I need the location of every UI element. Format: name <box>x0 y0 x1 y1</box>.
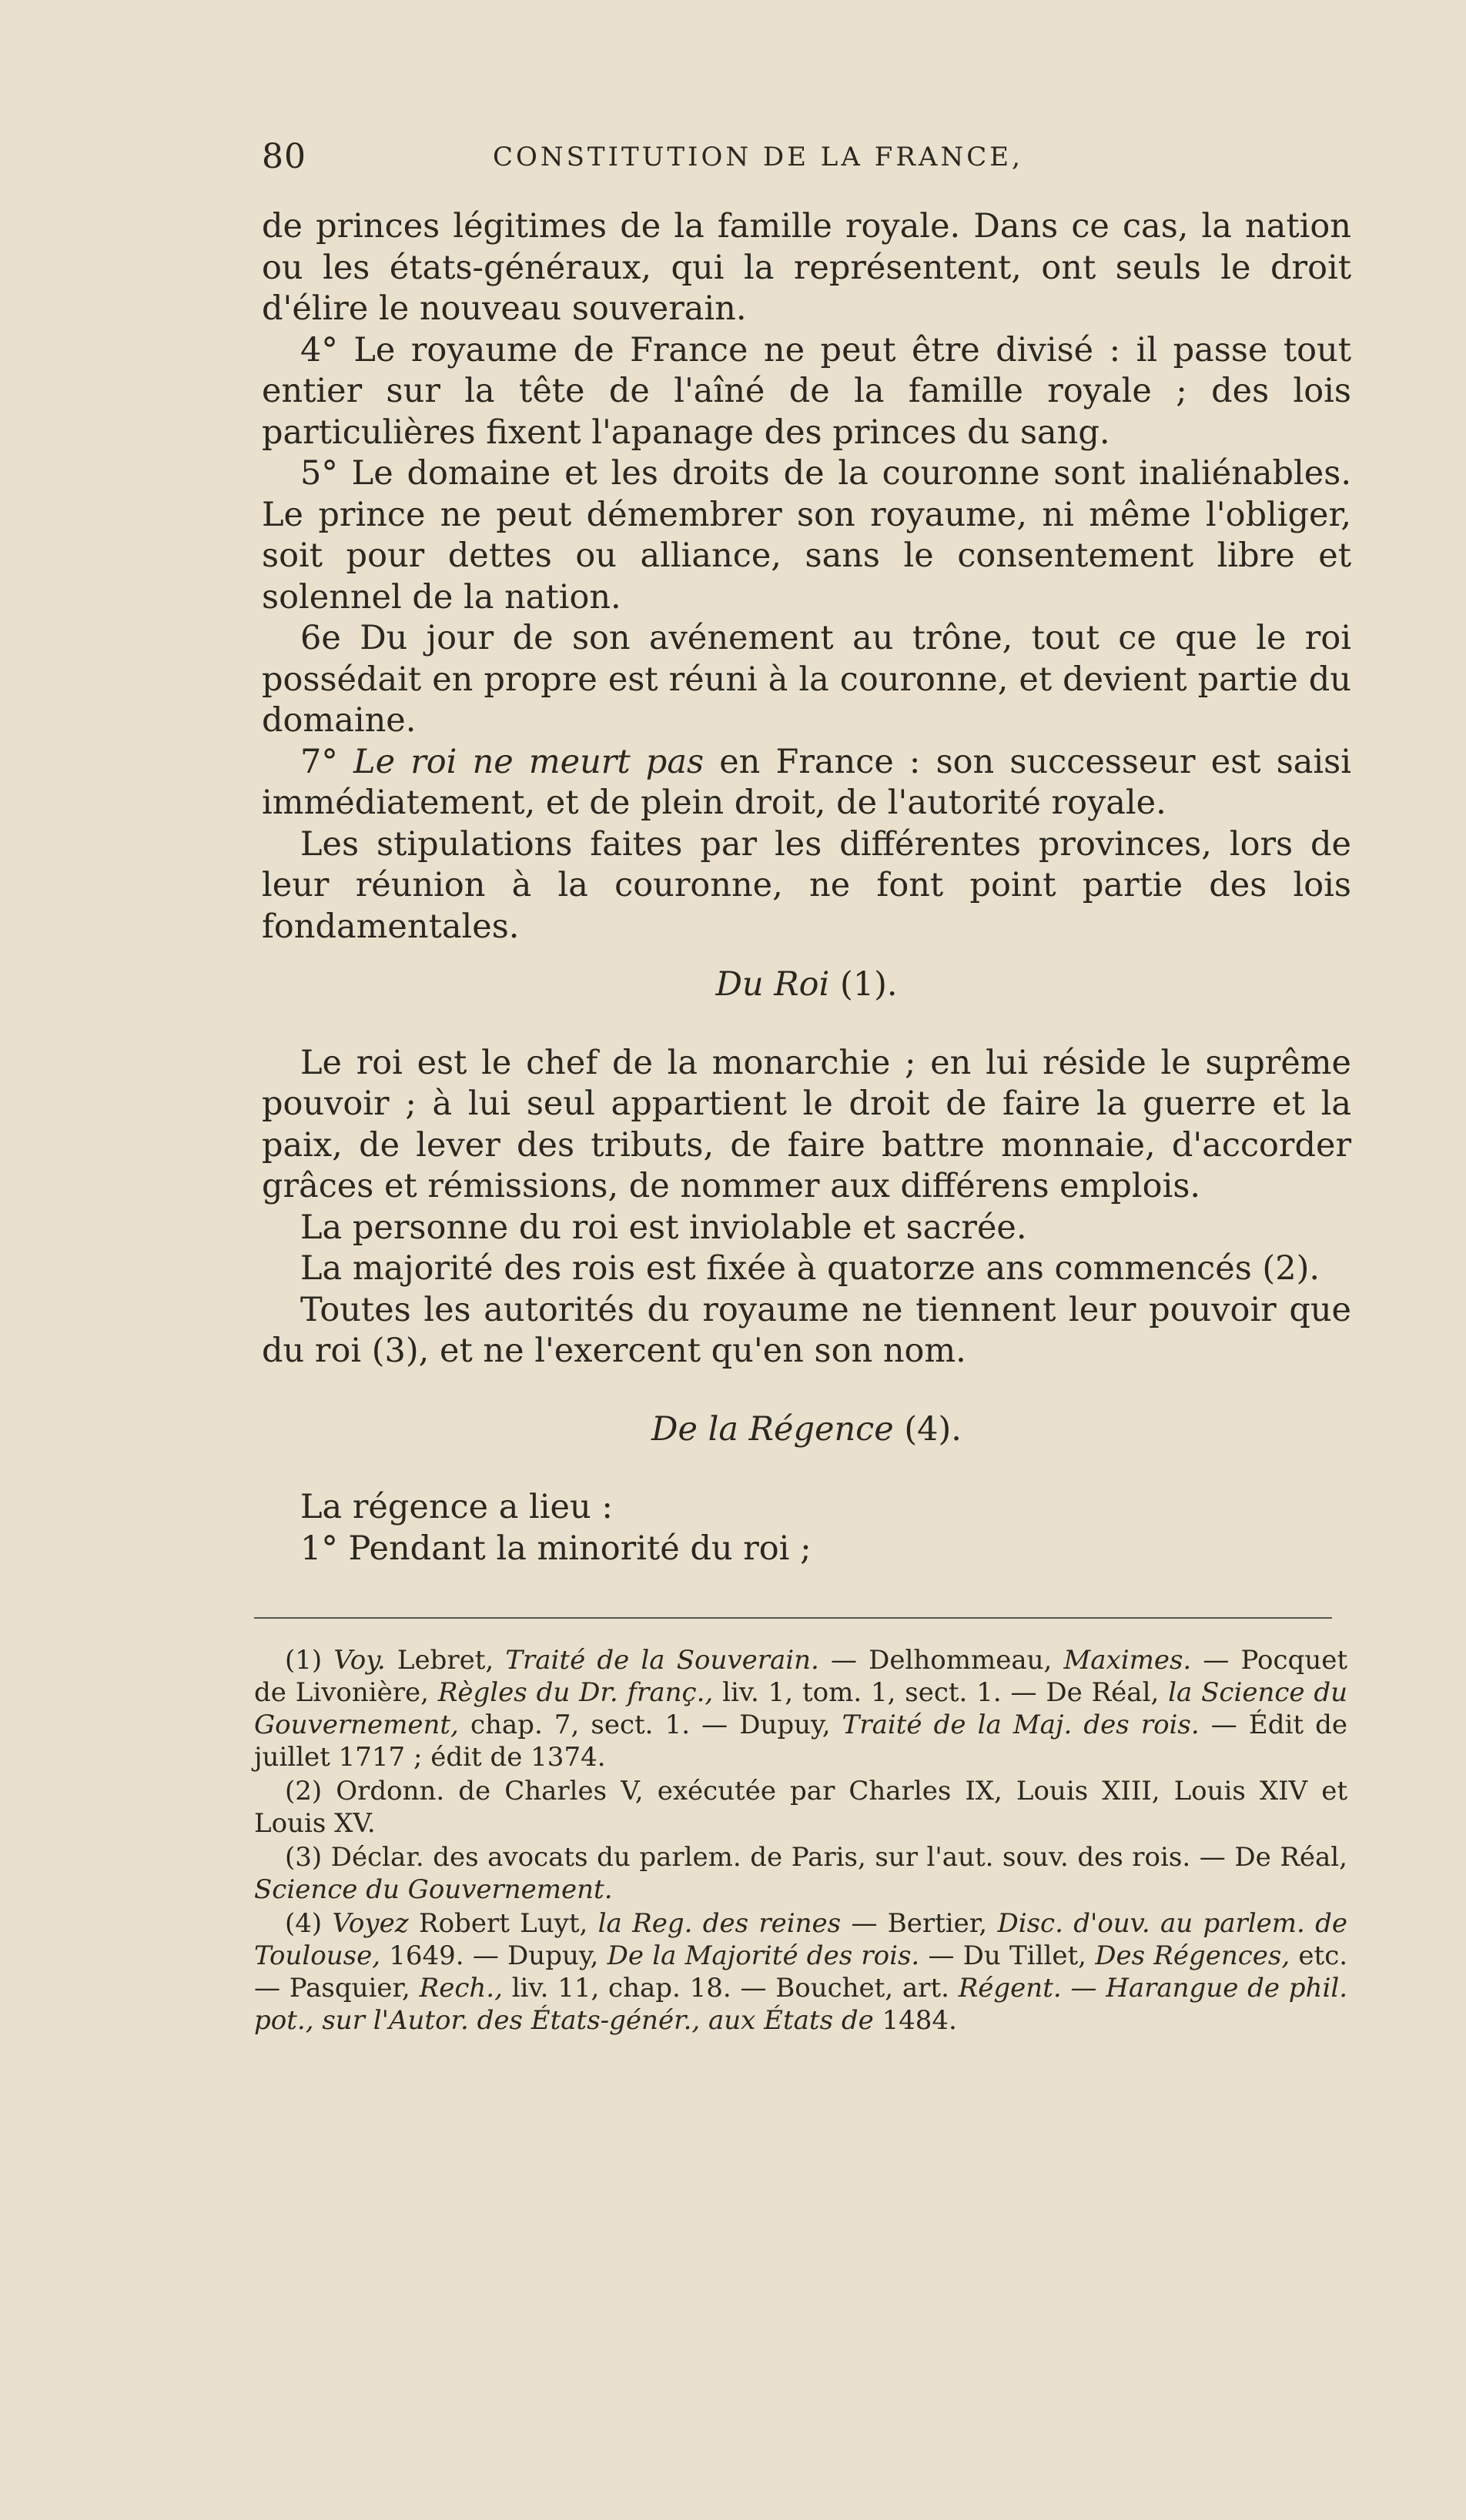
main-text <box>262 206 1351 1569</box>
paragraph: Les stipulations faites par les différentes provinces, lors de leur réunion à la couronne, ne font point partie des lois fondamentales. <box>262 824 1351 946</box>
section-heading-roi <box>262 964 1351 1006</box>
footnote-text: Régent. — Harangue de phil. pot., sur l'Autor. des États-génér., aux États de <box>254 1973 1348 2036</box>
footnote-text: De la Majorité des rois. <box>607 1940 920 1971</box>
footnote-marker: (4) <box>285 1908 323 1939</box>
footnote-marker: (1) <box>285 1645 323 1676</box>
footnote-3 <box>254 1841 1347 1906</box>
footnote-text: 1484. <box>882 2005 957 2036</box>
footnote-text: — Édit de juillet 1717 ; édit de 1374. <box>254 1710 1348 1773</box>
page-number: 80 <box>262 137 306 176</box>
footnote-text: Robert Luyt, <box>418 1908 588 1939</box>
footnote-text: Règles du Dr. franç., <box>437 1677 714 1708</box>
footnote-text: Rech., <box>419 1973 503 2004</box>
footnote-text: liv. 1, tom. 1, sect. 1. — De Réal, <box>722 1677 1160 1708</box>
footnotes <box>254 1644 1347 2037</box>
footnote-text: Maximes. <box>1063 1645 1192 1676</box>
footnote-text: liv. 11, chap. 18. — Bouchet, art. <box>511 1973 949 2004</box>
footnote-text: — Delhommeau, <box>830 1645 1053 1676</box>
footnote-ref: (4). <box>904 1409 962 1449</box>
paragraph: La régence a lieu : <box>300 1488 613 1526</box>
italic-phrase: Le roi ne meurt pas <box>353 742 705 781</box>
footnote-text: etc. — Pasquier, <box>254 1940 1348 2004</box>
paragraph: 6e Du jour de son avénement au trône, tout ce que le roi possédait en propre est réuni à la couronne, et devient partie du domaine. <box>262 619 1351 740</box>
footnote-text: Voyez <box>332 1908 409 1939</box>
footnote-text: chap. 7, sect. 1. — Dupuy, <box>470 1710 831 1740</box>
footnote-text: la Science du Gouvernement, <box>254 1677 1348 1740</box>
footnote-text: — Bertier, <box>851 1908 988 1939</box>
paragraph: 4° Le royaume de France ne peut être divisé : il passe tout entier sur la tête de l'aîné de la famille royale ; des lois particulières fixent l'apanage des princes du sang. <box>262 330 1351 452</box>
footnote-1 <box>254 1644 1347 1773</box>
paragraph: 1° Pendant la minorité du roi ; <box>300 1529 812 1568</box>
footnote-text: Lebret, <box>397 1645 494 1676</box>
item-number: 7° <box>300 742 338 781</box>
paragraph: de princes légitimes de la famille royale. Dans ce cas, la nation ou les états-généraux, qui la représentent, ont seuls le droit d'élire le nouveau souverain. <box>262 207 1351 328</box>
footnote-text: Traité de la Maj. des rois. <box>842 1710 1200 1740</box>
footnote-divider <box>254 1617 1332 1619</box>
footnote-2: (2) Ordonn. de Charles V, exécutée par Charles IX, Louis XIII, Louis XIV et Louis XV. <box>254 1776 1347 1839</box>
footnote-4 <box>254 1907 1347 2037</box>
paragraph <box>262 742 1351 824</box>
running-head: CONSTITUTION DE LA FRANCE, <box>493 142 1023 172</box>
paragraph: 5° Le domaine et les droits de la couronne sont inaliénables. Le prince ne peut démembrer son royaume, ni même l'obliger, soit pour dettes ou alliance, sans le consentement libre et solennel de la nation. <box>262 454 1351 617</box>
footnote-text: Voy. <box>333 1645 386 1676</box>
paragraph: La majorité des rois est fixée à quatorze ans commencés (2). <box>300 1249 1320 1288</box>
footnote-ref: (1). <box>839 965 898 1004</box>
footnote-text: 1649. — Dupuy, <box>389 1940 599 1971</box>
footnote-text: la Reg. des reines <box>597 1908 842 1939</box>
section-title: Du Roi <box>715 965 830 1004</box>
section-heading-regence <box>262 1409 1351 1451</box>
paragraph-text: en France : son successeur est saisi immédiatement, et de plein droit, de l'autorité royale. <box>262 742 1352 822</box>
page-header <box>262 137 1340 183</box>
footnote-text: Traité de la Souverain. <box>505 1645 819 1676</box>
footnote-text: Disc. d'ouv. au parlem. de Toulouse, <box>254 1908 1348 1971</box>
footnote-text: (3) Déclar. des avocats du parlem. de Paris, sur l'aut. souv. des rois. — De Réal, <box>285 1842 1347 1873</box>
footnote-text: — Du Tillet, <box>928 1940 1086 1971</box>
footnote-text: Science du Gouvernement. <box>254 1874 613 1905</box>
section-title: De la Régence <box>651 1409 894 1449</box>
paragraph: Toutes les autorités du royaume ne tiennent leur pouvoir que du roi (3), et ne l'exercent qu'en son nom. <box>262 1290 1351 1370</box>
footnote-text: Des Régences, <box>1095 1940 1290 1971</box>
paragraph: La personne du roi est inviolable et sacrée. <box>300 1208 1027 1247</box>
footnote-text: — Pocquet de Livonière, <box>254 1645 1348 1708</box>
paragraph: Le roi est le chef de la monarchie ; en lui réside le suprême pouvoir ; à lui seul appartient le droit de faire la guerre et la paix, de lever des tributs, de faire battre monnaie, d'accorder grâces et rémissions, de nommer aux différens emplois. <box>262 1043 1351 1205</box>
